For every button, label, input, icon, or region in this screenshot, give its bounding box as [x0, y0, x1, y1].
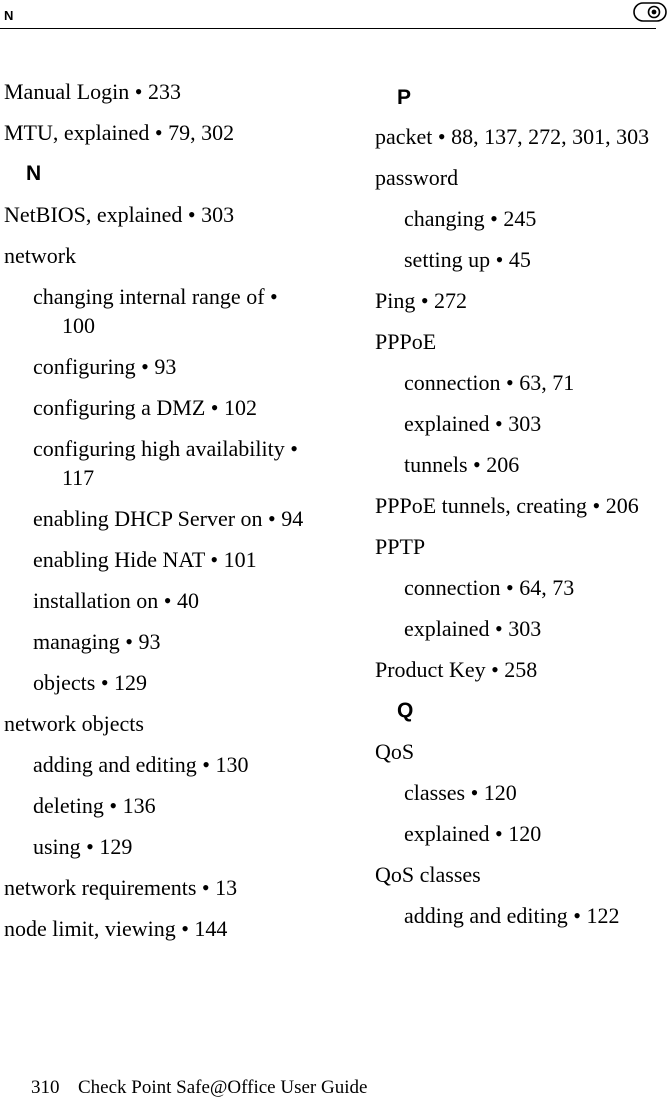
index-entry: packet • 88, 137, 272, 301, 303	[375, 124, 650, 149]
index-subentry: explained • 120	[404, 821, 542, 846]
index-subentry: connection • 63, 71	[404, 370, 575, 395]
index-subentry: installation on • 40	[33, 588, 199, 613]
eye-toggle-icon	[633, 2, 667, 22]
index-entry: MTU, explained • 79, 302	[4, 120, 235, 145]
index-subentry: configuring high availability • 117	[33, 436, 298, 490]
section-heading-q: Q	[397, 699, 414, 722]
index-entry: NetBIOS, explained • 303	[4, 202, 235, 227]
page-number: 310	[31, 1077, 60, 1098]
index-subentry: connection • 64, 73	[404, 575, 575, 600]
index-entry: network requirements • 13	[4, 875, 238, 900]
index-entry: PPPoE tunnels, creating • 206	[375, 493, 639, 518]
section-heading-n: N	[26, 162, 42, 185]
index-subentry: managing • 93	[33, 629, 161, 654]
index-subentry: objects • 129	[33, 670, 148, 695]
index-subentry: explained • 303	[404, 616, 542, 641]
index-subentry: deleting • 136	[33, 793, 156, 818]
index-subentry: enabling DHCP Server on • 94	[33, 506, 304, 531]
guide-title: Check Point Safe@Office User Guide	[78, 1077, 368, 1098]
index-entry: network objects	[4, 711, 144, 736]
index-entry: Manual Login • 233	[4, 79, 181, 104]
index-subentry: adding and editing • 130	[33, 752, 249, 777]
index-subentry: classes • 120	[404, 780, 517, 805]
index-entry: password	[375, 165, 459, 190]
index-entry: Product Key • 258	[375, 657, 538, 682]
index-entry: QoS	[375, 739, 415, 764]
index-entry: network	[4, 243, 77, 268]
index-subentry: enabling Hide NAT • 101	[33, 547, 257, 572]
index-subentry: changing • 245	[404, 206, 537, 231]
index-entry: QoS classes	[375, 862, 481, 887]
page-footer	[31, 1077, 367, 1099]
index-subentry: configuring a DMZ • 102	[33, 395, 257, 420]
header-rule	[0, 28, 656, 29]
section-heading-p: P	[397, 86, 412, 109]
index-entry: PPPoE	[375, 329, 437, 354]
index-left-column	[4, 77, 304, 955]
index-subentry: using • 129	[33, 834, 133, 859]
index-subentry: adding and editing • 122	[404, 903, 620, 928]
index-subentry: changing internal range of • 100	[33, 284, 278, 338]
index-subentry: tunnels • 206	[404, 452, 520, 477]
index-subentry: configuring • 93	[33, 354, 177, 379]
header-section-letter: N	[4, 8, 14, 23]
index-entry: Ping • 272	[375, 288, 468, 313]
index-entry: PPTP	[375, 534, 426, 559]
index-right-column	[375, 83, 660, 942]
index-subentry: setting up • 45	[404, 247, 531, 272]
index-subentry: explained • 303	[404, 411, 542, 436]
index-entry: node limit, viewing • 144	[4, 916, 228, 941]
